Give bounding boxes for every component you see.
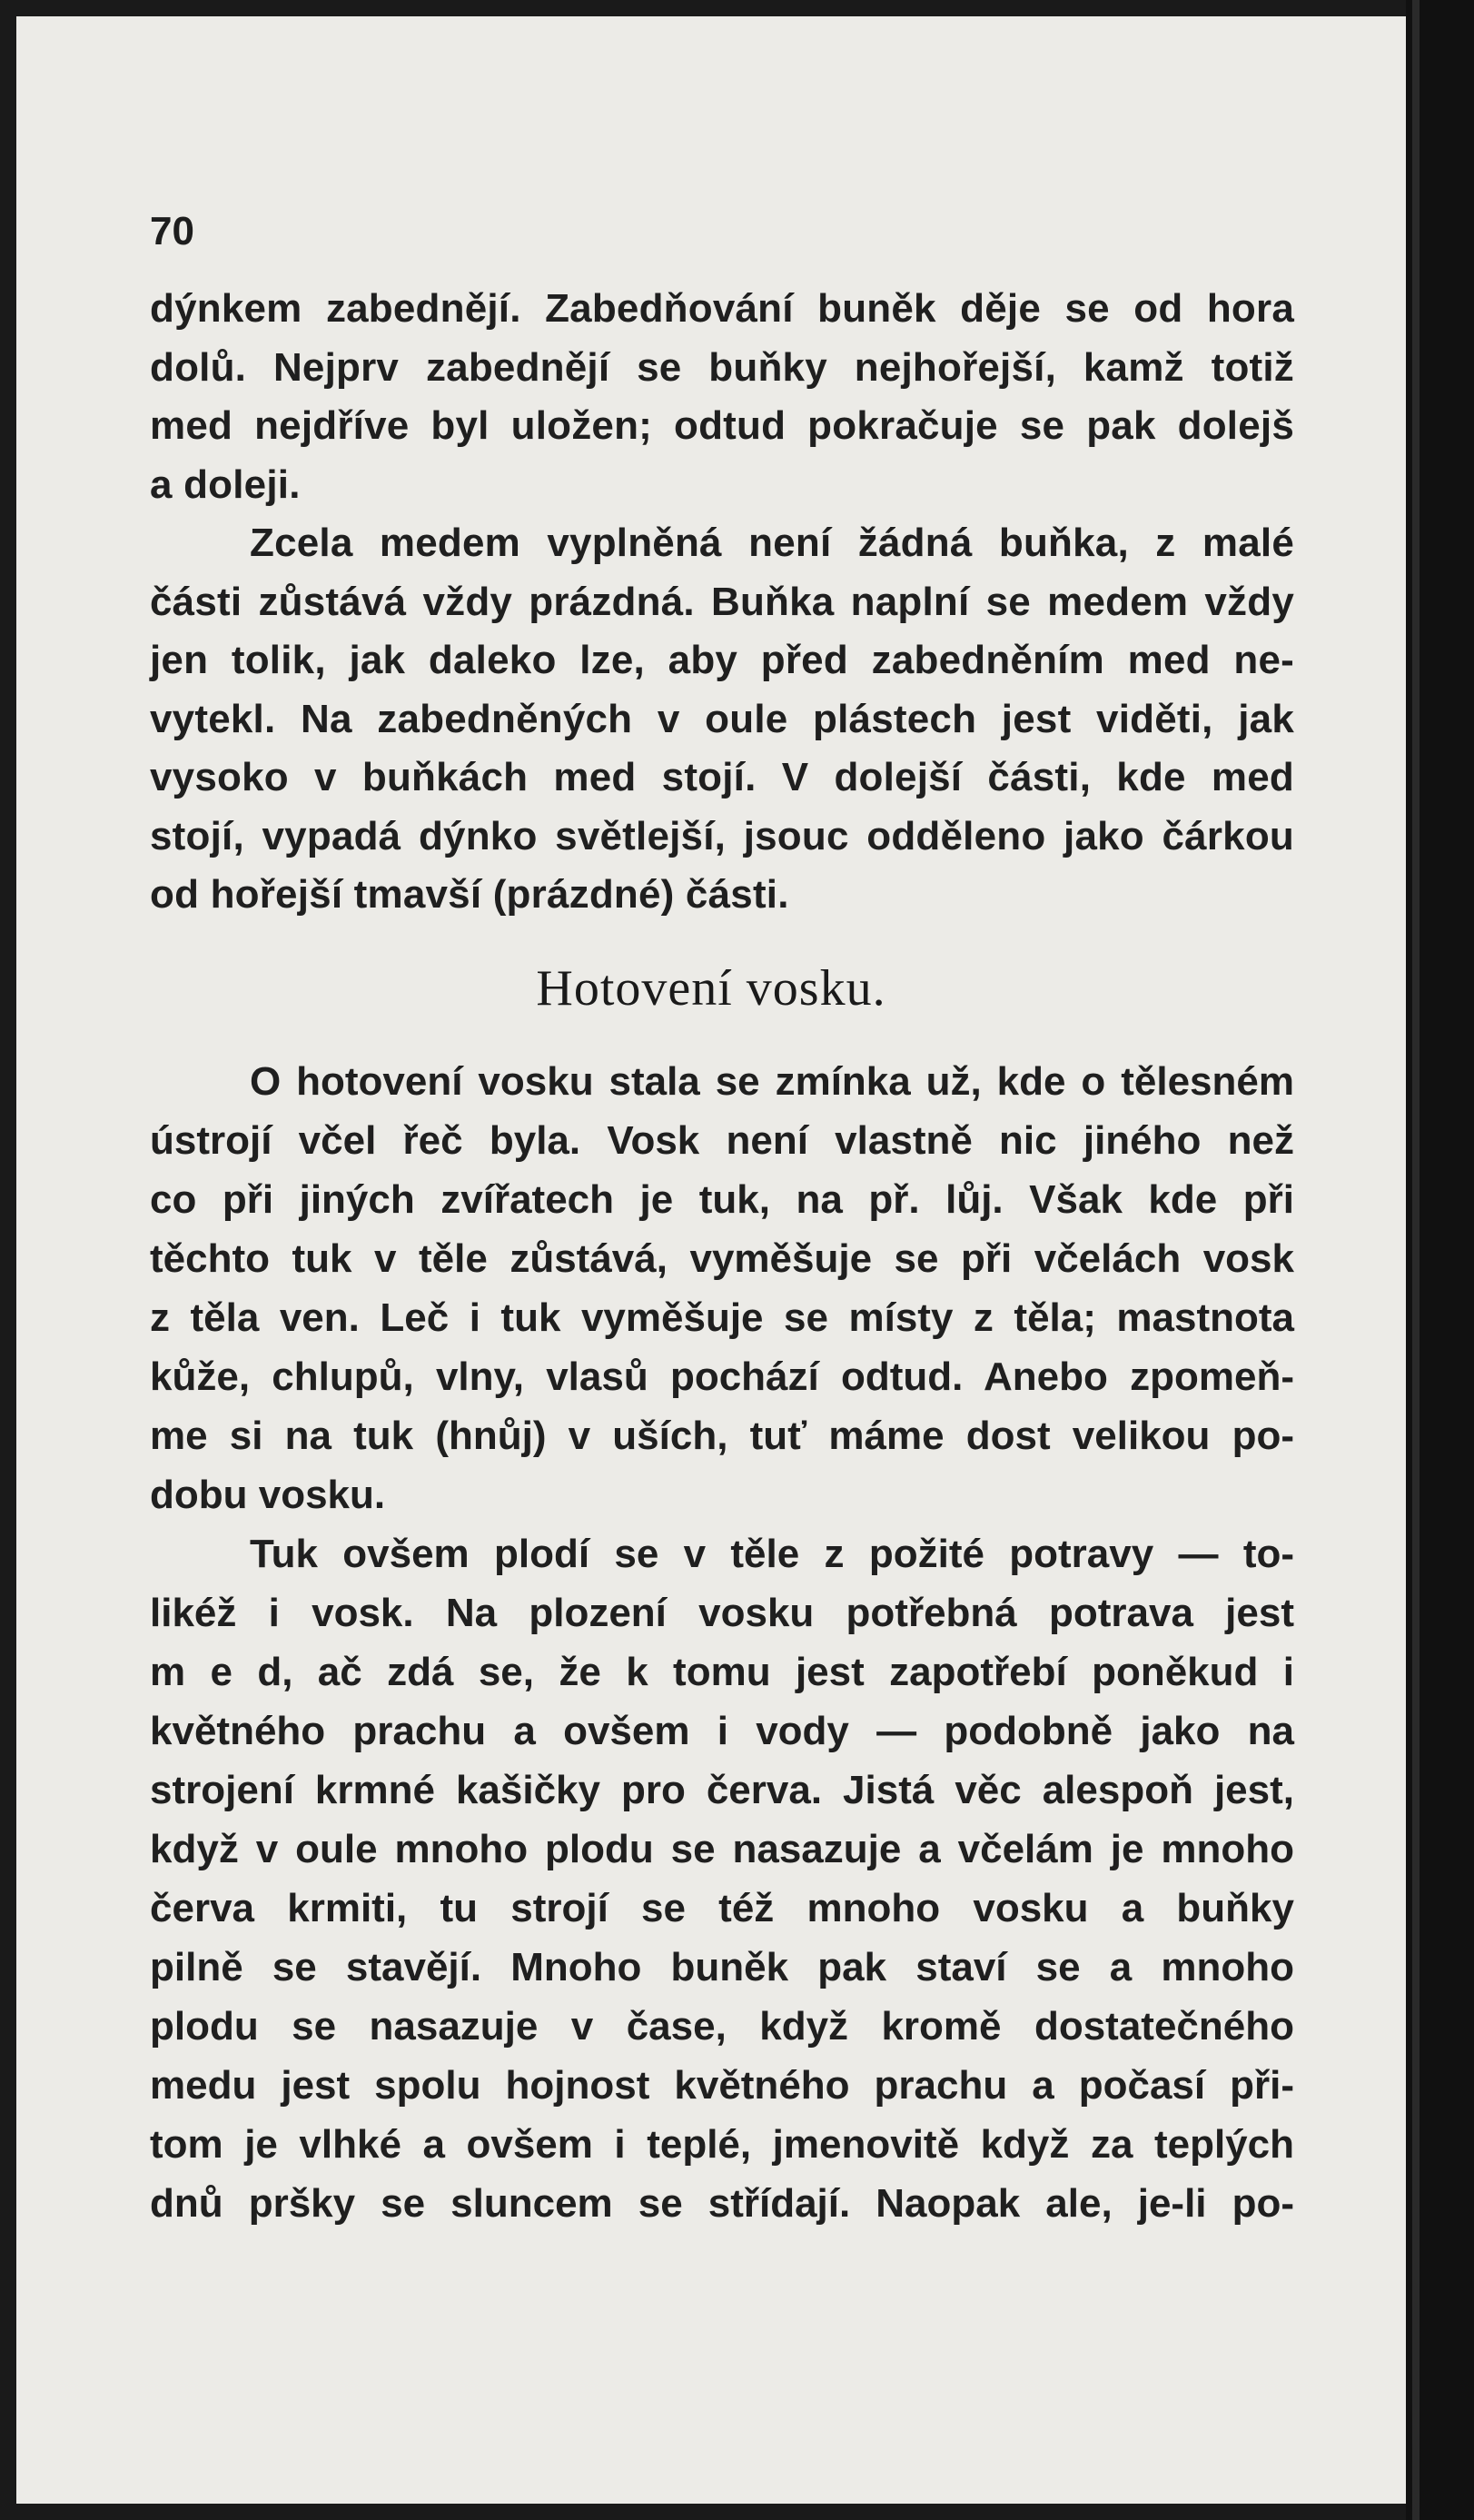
text-line: vytekl. Na zabedněných v oule plástech jest viděti, jak [150,696,1294,741]
text-line: když v oule mnoho plodu se nasazuje a včelám je mnoho [150,1827,1294,1871]
text-line: plodu se nasazuje v čase, když kromě dostatečného [150,2004,1294,2049]
text-line: co při jiných zvířatech je tuk, na př. lůj. Však kde při [150,1177,1294,1222]
text-line: těchto tuk v těle zůstává, vyměšuje se při včelách vosk [150,1236,1294,1281]
text-line: vysoko v buňkách med stojí. V dolejší části, kde med [150,755,1294,799]
text-line: likéž i vosk. Na plození vosku potřebná potrava jest [150,1591,1294,1635]
book-page [16,16,1406,2504]
text-line: červa krmiti, tu strojí se též mnoho vosku a buňky [150,1886,1294,1930]
text-line: dolů. Nejprv zabednějí se buňky nejhořejší, kamž totiž [150,344,1294,390]
text-line: a doleji. [150,461,301,507]
text-line: jen tolik, jak daleko lze, aby před zabedněním med ne- [150,638,1294,682]
text-line: stojí, vypadá dýnko světlejší, jsouc odděleno jako čárkou [150,813,1294,858]
text-line: části zůstává vždy prázdná. Buňka naplní se medem vždy [150,579,1294,624]
text-line: Zcela medem vyplněná není žádná buňka, z malé [250,521,1294,565]
text-line: dnů pršky se sluncem se střídají. Naopak ale, je-li po- [150,2181,1294,2226]
section-heading: Hotovení vosku. [536,960,886,1017]
text-line: dobu vosku. [150,1473,386,1517]
text-line: med nejdříve byl uložen; odtud pokračuje se pak dolejš [150,403,1294,448]
text-line: od hořejší tmavší (prázdné) části. [150,872,789,917]
text-line: O hotovení vosku stala se zmínka už, kde o tělesném [250,1059,1294,1104]
text-line: kůže, chlupů, vlny, vlasů pochází odtud. Anebo zpomeň- [150,1354,1294,1399]
text-line: květného prachu a ovšem i vody — podobně jako na [150,1709,1294,1753]
text-line: ústrojí včel řeč byla. Vosk není vlastně nic jiného než [150,1118,1294,1163]
text-line: Tuk ovšem plodí se v těle z požité potravy — to- [250,1532,1294,1576]
paragraph-section-1 [150,280,1294,925]
text-line: m e d, ač zdá se, že k tomu jest zapotřebí poněkud i [150,1650,1294,1694]
page-number: 70 [150,209,194,253]
text-line: dýnkem zabednějí. Zabedňování buněk děje se od hora [150,286,1294,331]
text-line: medu jest spolu hojnost květného prachu a počasí při- [150,2063,1294,2108]
text-line: tom je vlhké a ovšem i teplé, jmenovitě když za teplých [150,2122,1294,2167]
page-edge [1412,0,1420,2520]
text-line: z těla ven. Leč i tuk vyměšuje se místy z těla; mastnota [150,1295,1294,1340]
text-line: me si na tuk (hnůj) v uších, tuť máme dost velikou po- [150,1414,1294,1458]
text-line: strojení krmné kašičky pro červa. Jistá věc alespoň jest, [150,1768,1294,1812]
paragraph-section-2 [150,1052,1294,2233]
text-line: pilně se stavějí. Mnoho buněk pak staví se a mnoho [150,1945,1294,1989]
